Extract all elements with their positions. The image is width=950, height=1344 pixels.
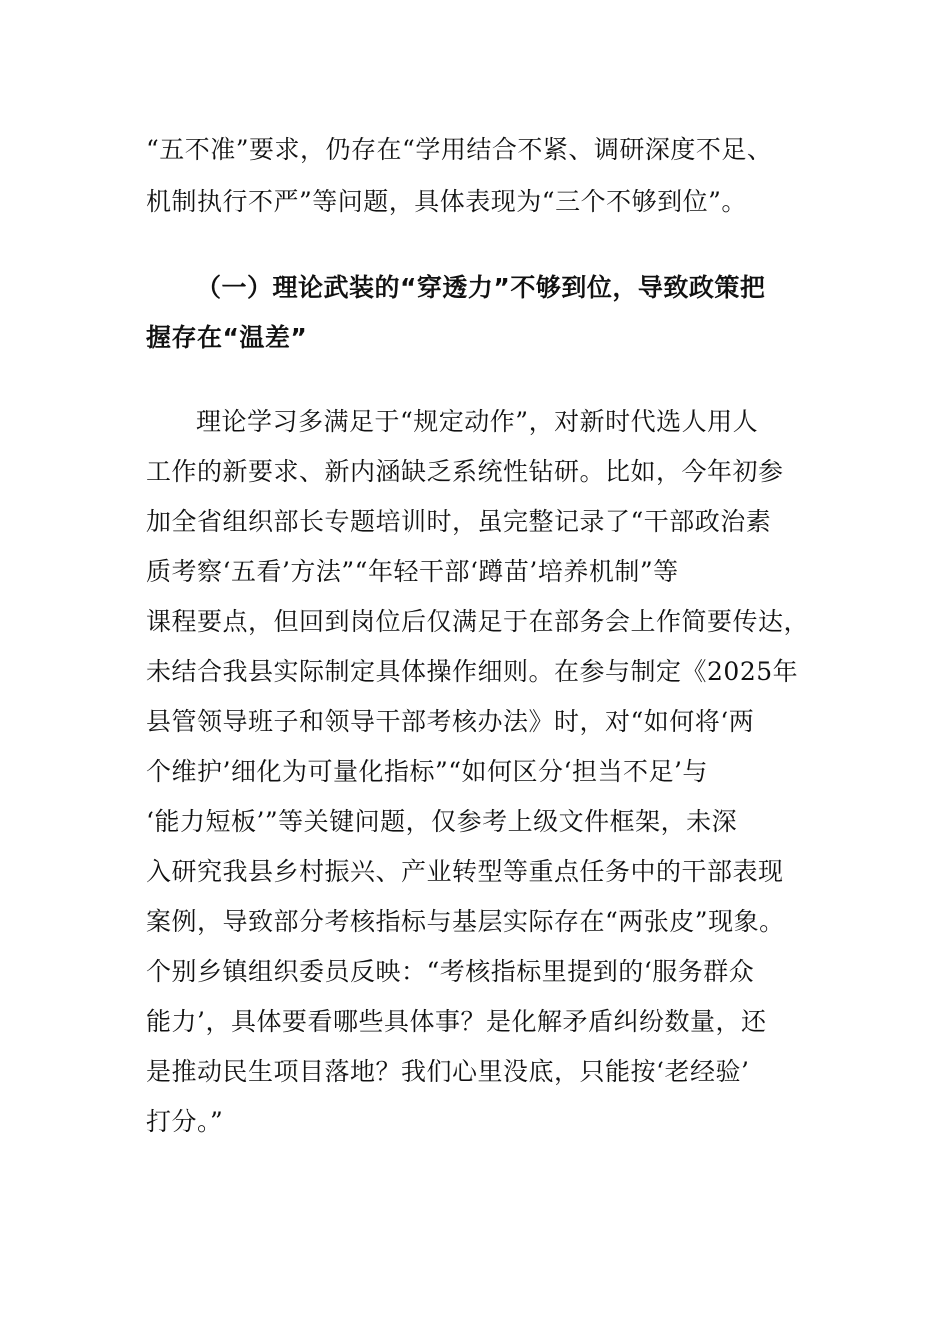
body-line-3: 加全省组织部长专题培训时，虽完整记录了“干部政治素 [146,507,772,536]
body-line-2: 工作的新要求、新内涵缺乏系统性钻研。比如，今年初参 [146,457,784,486]
body-line-5: 课程要点，但回到岗位后仅满足于在部务会上作简要传达， [146,607,810,636]
body-line-8: 个维护’细化为可量化指标”“如何区分‘担当不足’与 [146,757,708,786]
section-heading-line-2: 握存在“温差” [146,323,308,352]
section-heading-line-1: （一）理论武装的“穿透力”不够到位，导致政策把 [196,273,766,302]
body-line-1: 理论学习多满足于“规定动作”，对新时代选人用人 [196,407,759,436]
body-line-6: 未结合我县实际制定具体操作细则。在参与制定《2025年 [146,657,799,686]
body-line-9: ‘能力短板’”等关键问题，仅参考上级文件框架，未深 [146,807,738,836]
intro-line-2: 机制执行不严”等问题，具体表现为“三个不够到位”。 [146,187,747,216]
intro-line-1: “五不准”要求，仍存在“学用结合不紧、调研深度不足、 [146,135,773,164]
body-line-11: 案例，导致部分考核指标与基层实际存在“两张皮”现象。 [146,907,785,936]
body-line-12: 个别乡镇组织委员反映：“考核指标里提到的‘服务群众 [146,957,755,986]
body-line-7: 县管领导班子和领导干部考核办法》时，对“如何将‘两 [146,707,755,736]
body-line-15: 打分。” [146,1107,224,1136]
body-line-13: 能力’，具体要看哪些具体事？是化解矛盾纠纷数量，还 [146,1007,767,1036]
body-line-14: 是推动民生项目落地？我们心里没底，只能按‘老经验’ [146,1057,750,1086]
body-line-10: 入研究我县乡村振兴、产业转型等重点任务中的干部表现 [146,857,784,886]
body-line-4: 质考察‘五看’方法”“年轻干部‘蹲苗’培养机制”等 [146,557,679,586]
